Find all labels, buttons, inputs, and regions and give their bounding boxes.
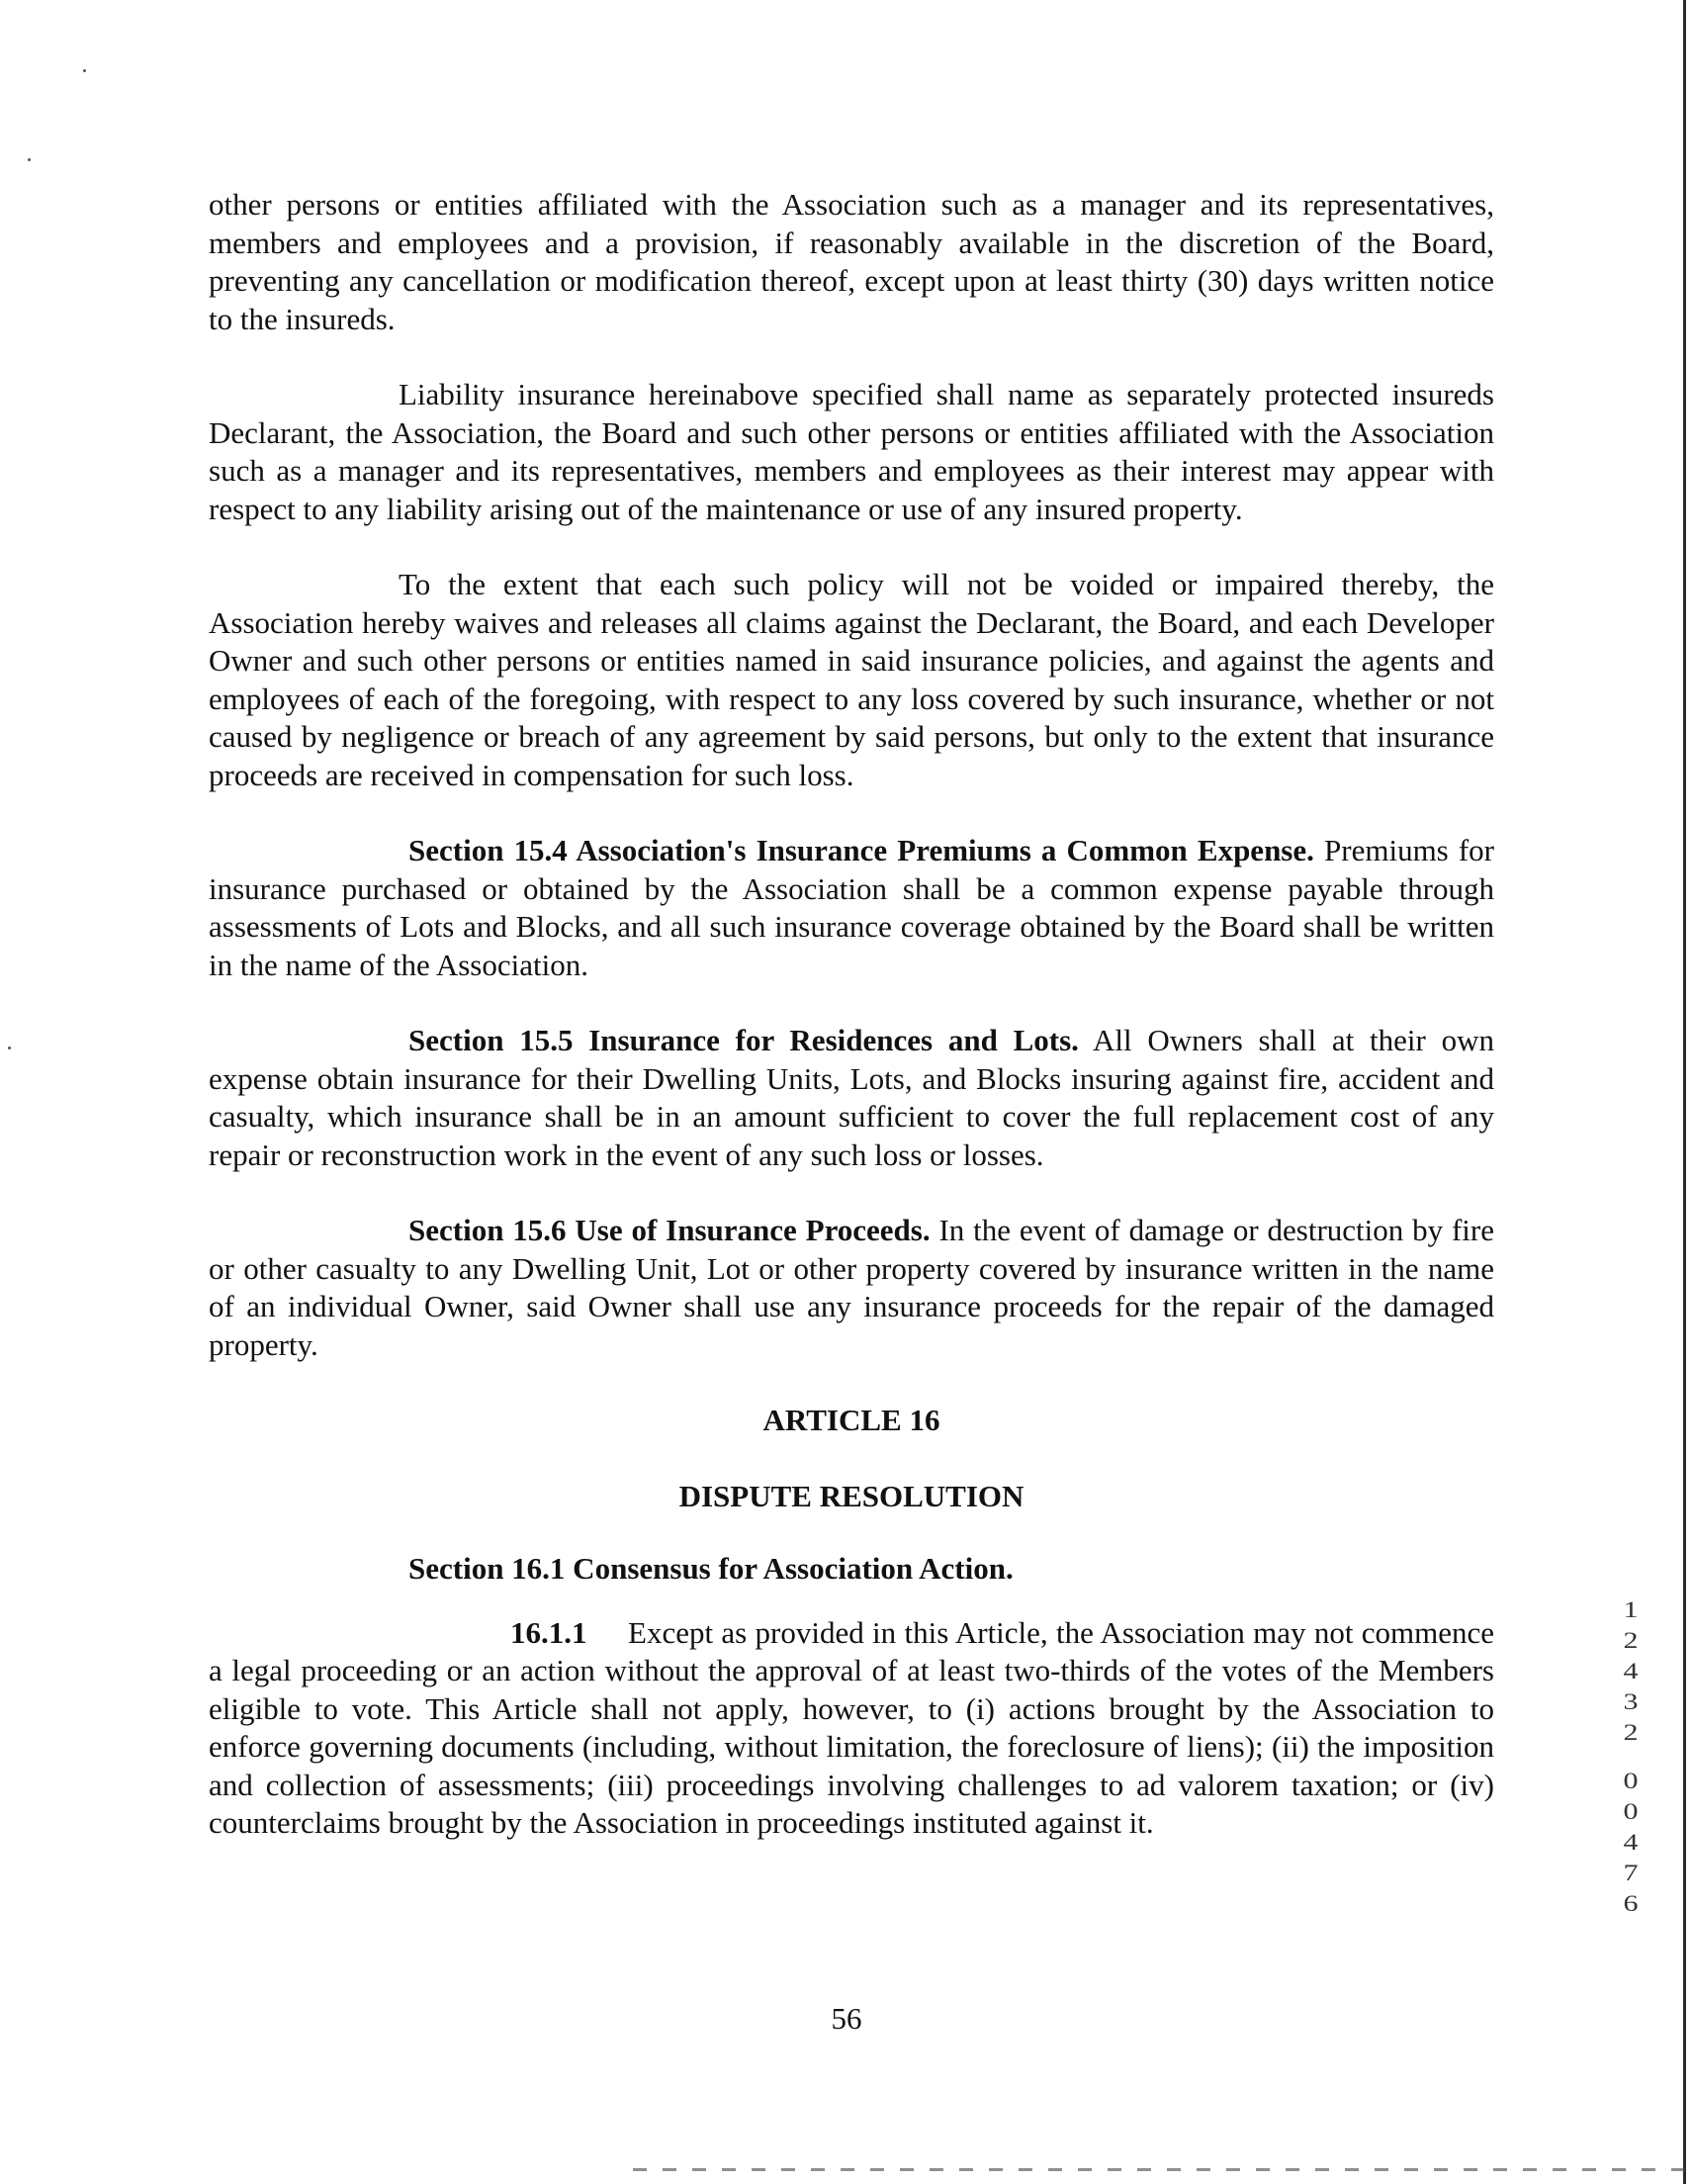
section-15-4-heading: Section 15.4 Association's Insurance Premiums a Common Expense. [408, 833, 1314, 867]
stamp-digit: 7 [1623, 1860, 1639, 1886]
recording-stamp [1618, 1594, 1644, 1919]
stamp-digit: 4 [1623, 1658, 1639, 1684]
scan-bottom-marks [633, 2168, 1691, 2171]
paragraph-continuation: other persons or entities affiliated with the Association such as a manager and its representatives, members and employees and a provision, if reasonably available in the discretion of the Board, preventing any cancellation or modification thereof, except upon at least thirty (30) days written notice to the insureds. [209, 187, 1494, 336]
stamp-digit: 3 [1623, 1688, 1639, 1715]
section-16-1-heading: Section 16.1 Consensus for Association Action. [408, 1551, 1014, 1586]
section-15-5 [209, 1022, 1494, 1174]
section-15-5-body: All Owners shall at their own expense obtain insurance for their Dwelling Units, Lots, and Blocks insuring against fire, accident and casualty, which insurance shall be in an amount sufficient to cover the full replacement cost of any repair or reconstruction work in the event of any such loss or losses. [209, 1023, 1494, 1172]
stamp-digit: 0 [1623, 1768, 1639, 1794]
stamp-digit: 4 [1623, 1829, 1639, 1856]
paragraph-liability-insurance: Liability insurance hereinabove specified shall name as separately protected insureds Declarant, the Association, the Board and such other persons or entities affiliated with the Association such as a manager and its representatives, members and employees as their interest may appear with respect to any liability arising out of the maintenance or use of any insured property. [209, 377, 1494, 526]
subsection-16-1-1-number: 16.1.1 [510, 1614, 587, 1650]
page-number: 56 [831, 2001, 862, 2036]
paragraph-waiver-of-claims: To the extent that each such policy will not be voided or impaired thereby, the Association hereby waives and releases all claims against the Declarant, the Board, and each Developer Owner and such other persons or entities named in said insurance policies, and against the agents and employees of each of the foregoing, with respect to any loss covered by such insurance, whether or not caused by negligence or breach of any agreement by said persons, but only to the extent that insurance proceeds are received in compensation for such loss. [209, 567, 1494, 792]
scan-speck [8, 1046, 11, 1049]
section-15-4-body: Premiums for insurance purchased or obtained by the Association shall be a common expense payable through assessments of Lots and Blocks, and all such insurance coverage obtained by the Board shall be written in the name of the Association. [209, 833, 1495, 982]
section-15-4 [209, 832, 1494, 984]
subsection-16-1-1 [209, 1614, 1494, 1843]
stamp-digit: 2 [1623, 1719, 1639, 1746]
page-body [209, 186, 1494, 1880]
stamp-digit: 1 [1623, 1596, 1639, 1623]
section-15-6-heading: Section 15.6 Use of Insurance Proceeds. [408, 1213, 931, 1247]
section-15-5-heading: Section 15.5 Insurance for Residences and Lots. [408, 1023, 1079, 1057]
stamp-gap [1618, 1748, 1644, 1766]
section-15-6 [209, 1212, 1494, 1364]
article-number: ARTICLE 16 [762, 1403, 940, 1437]
scan-speck [28, 158, 31, 161]
subsection-16-1-1-body: Except as provided in this Article, the Association may not commence a legal proceeding or an action without the approval of at least two-thirds of the votes of the Members eligible to vote. This Article shall not apply, however, to (i) actions brought by the Association to enforce governing documents (including, without limitation, the foreclosure of liens); (ii) the imposition and collection of assessments; (iii) proceedings involving challenges to ad valorem taxation; or (iv) counterclaims brought by the Association in proceedings instituted against it. [209, 1614, 1494, 1840]
article-title: DISPUTE RESOLUTION [678, 1478, 1025, 1513]
section-15-6-body: In the event of damage or destruction by fire or other casualty to any Dwelling Unit, Lot or other property covered by insurance written in the name of an individual Owner, said Owner shall use any insurance proceeds for the repair of the damaged property. [209, 1213, 1494, 1362]
scan-speck [83, 69, 86, 72]
scan-edge-line [1683, 0, 1686, 2184]
stamp-digit: 2 [1623, 1627, 1639, 1654]
stamp-digit: 6 [1623, 1890, 1639, 1917]
stamp-digit: 0 [1623, 1798, 1639, 1825]
